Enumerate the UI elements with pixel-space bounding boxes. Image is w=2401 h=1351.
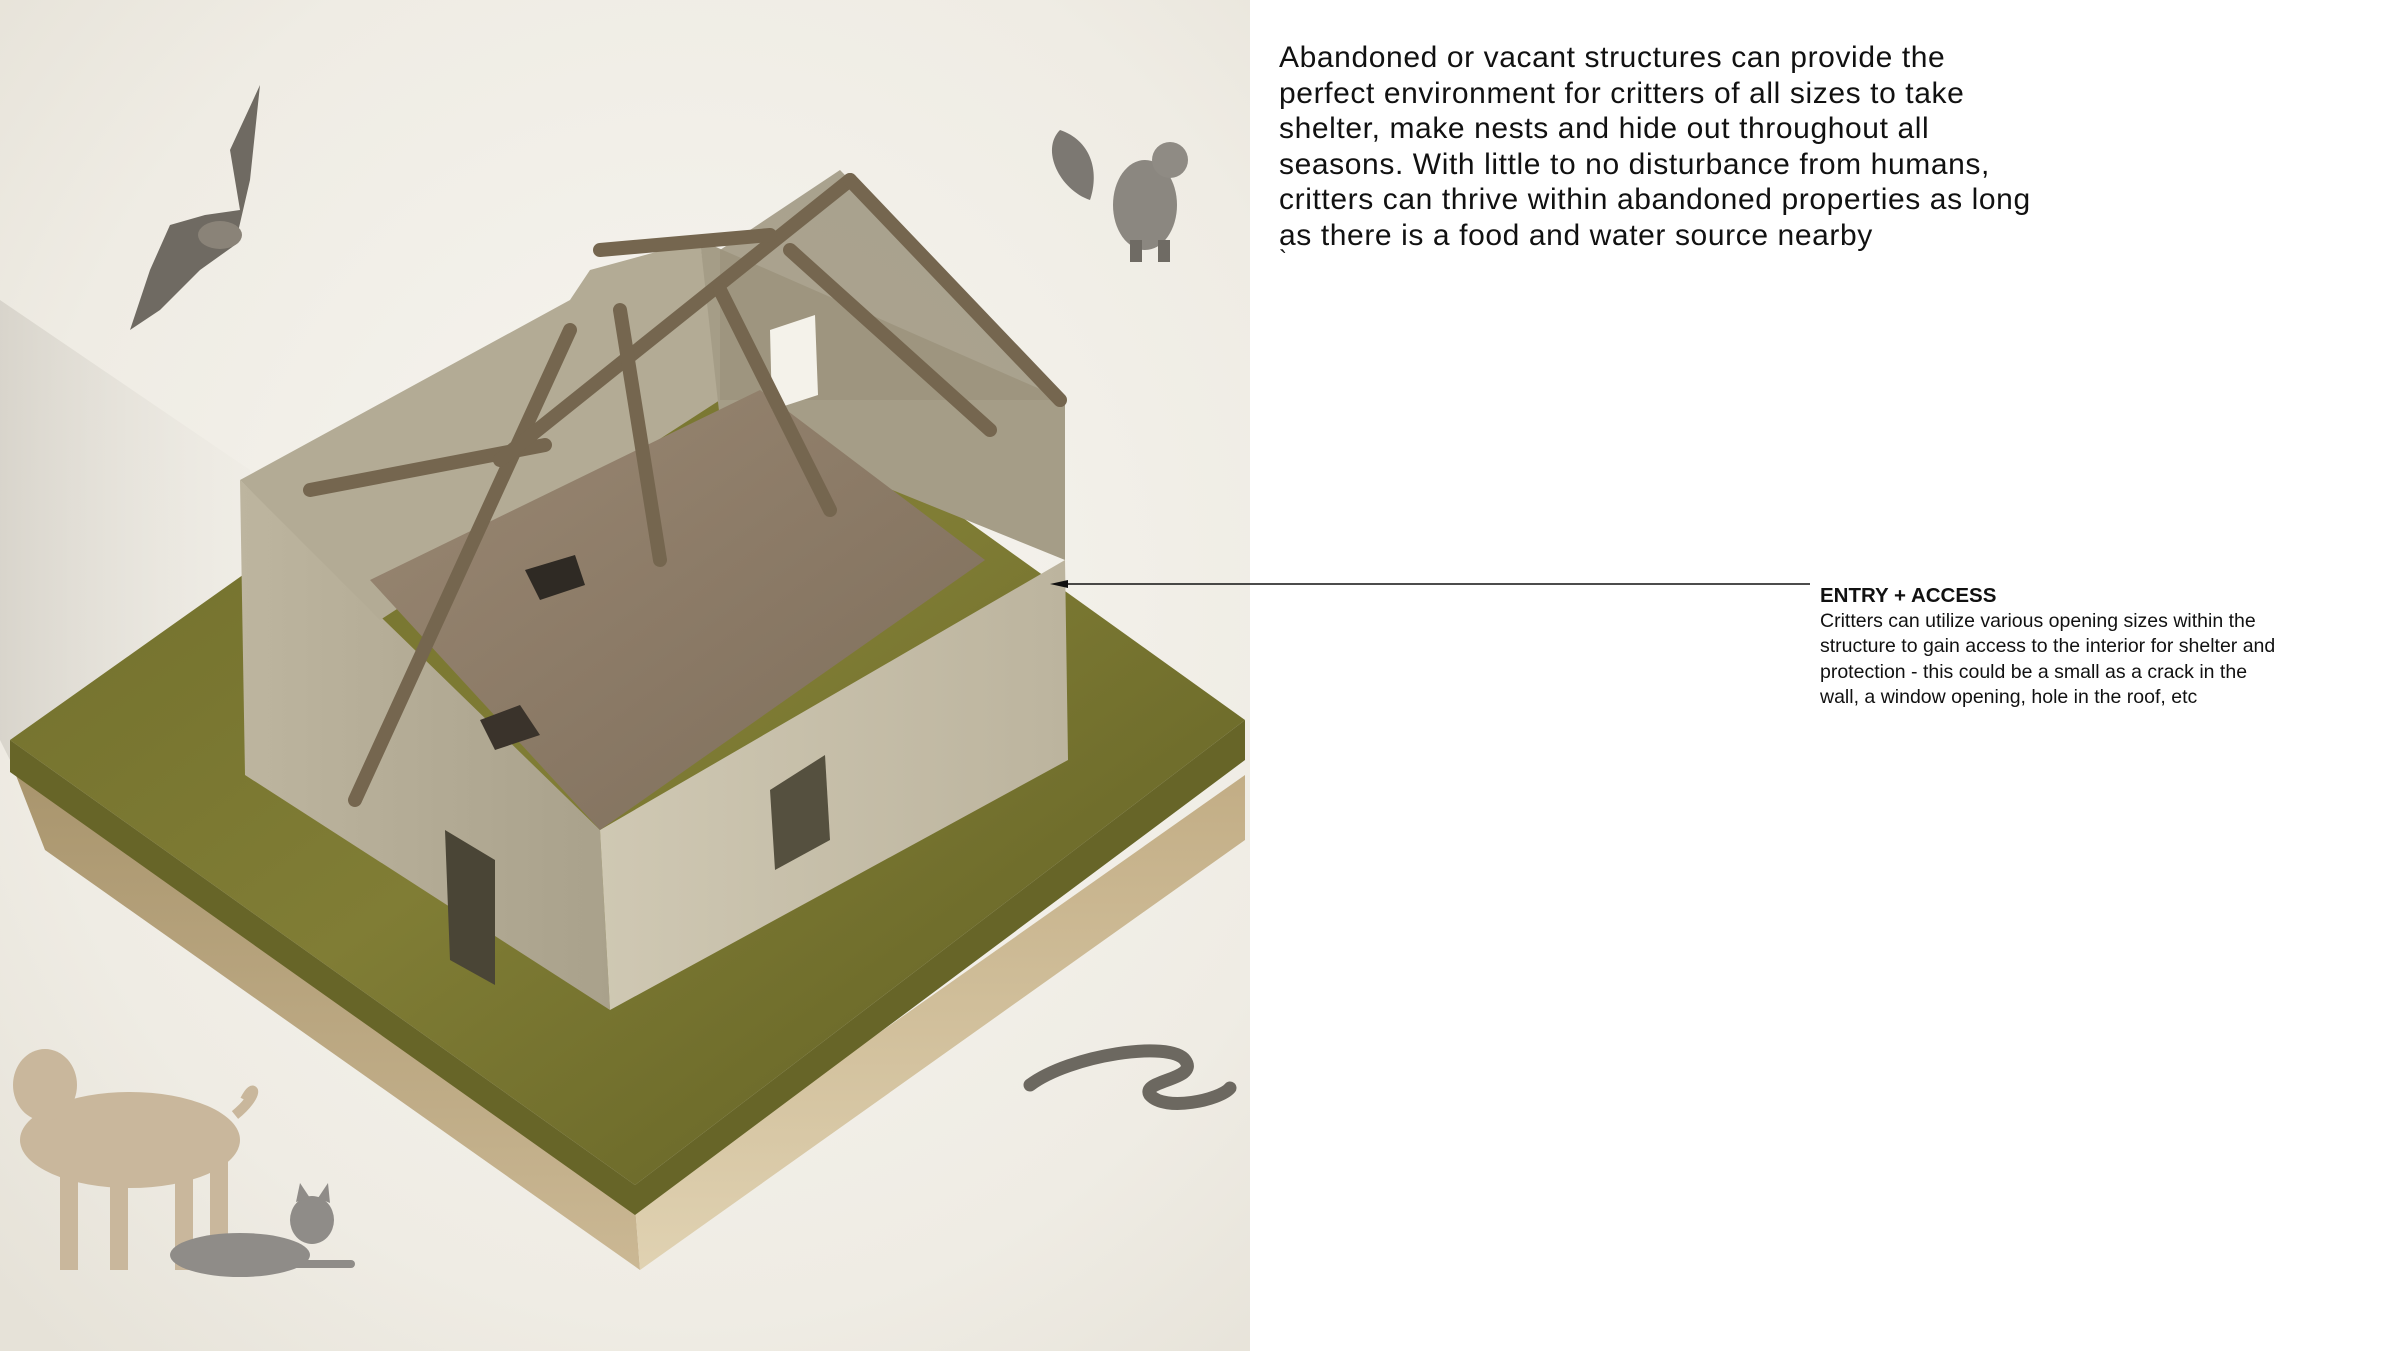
intro-text: Abandoned or vacant structures can provide the perfect environment for critters of all sizes to take shelter, make nests and hide out throughout all seasons. With little to no disturbance from humans, critters can thrive within abandoned properties as long as there is a food and water source nearby (1279, 41, 2031, 252)
intro-paragraph (1279, 40, 2039, 273)
callout-body: Critters can utilize various opening sizes within the structure to gain access to the interior for shelter and protection - this could be a small as a crack in the wall, a window opening, hole in the roof, etc (1820, 610, 2276, 708)
callout-title: ENTRY + ACCESS (1820, 584, 1997, 607)
stray-mark: ` (1279, 246, 1288, 273)
callout-entry-access (1820, 583, 2290, 710)
callout-leader-line (1050, 580, 1810, 600)
